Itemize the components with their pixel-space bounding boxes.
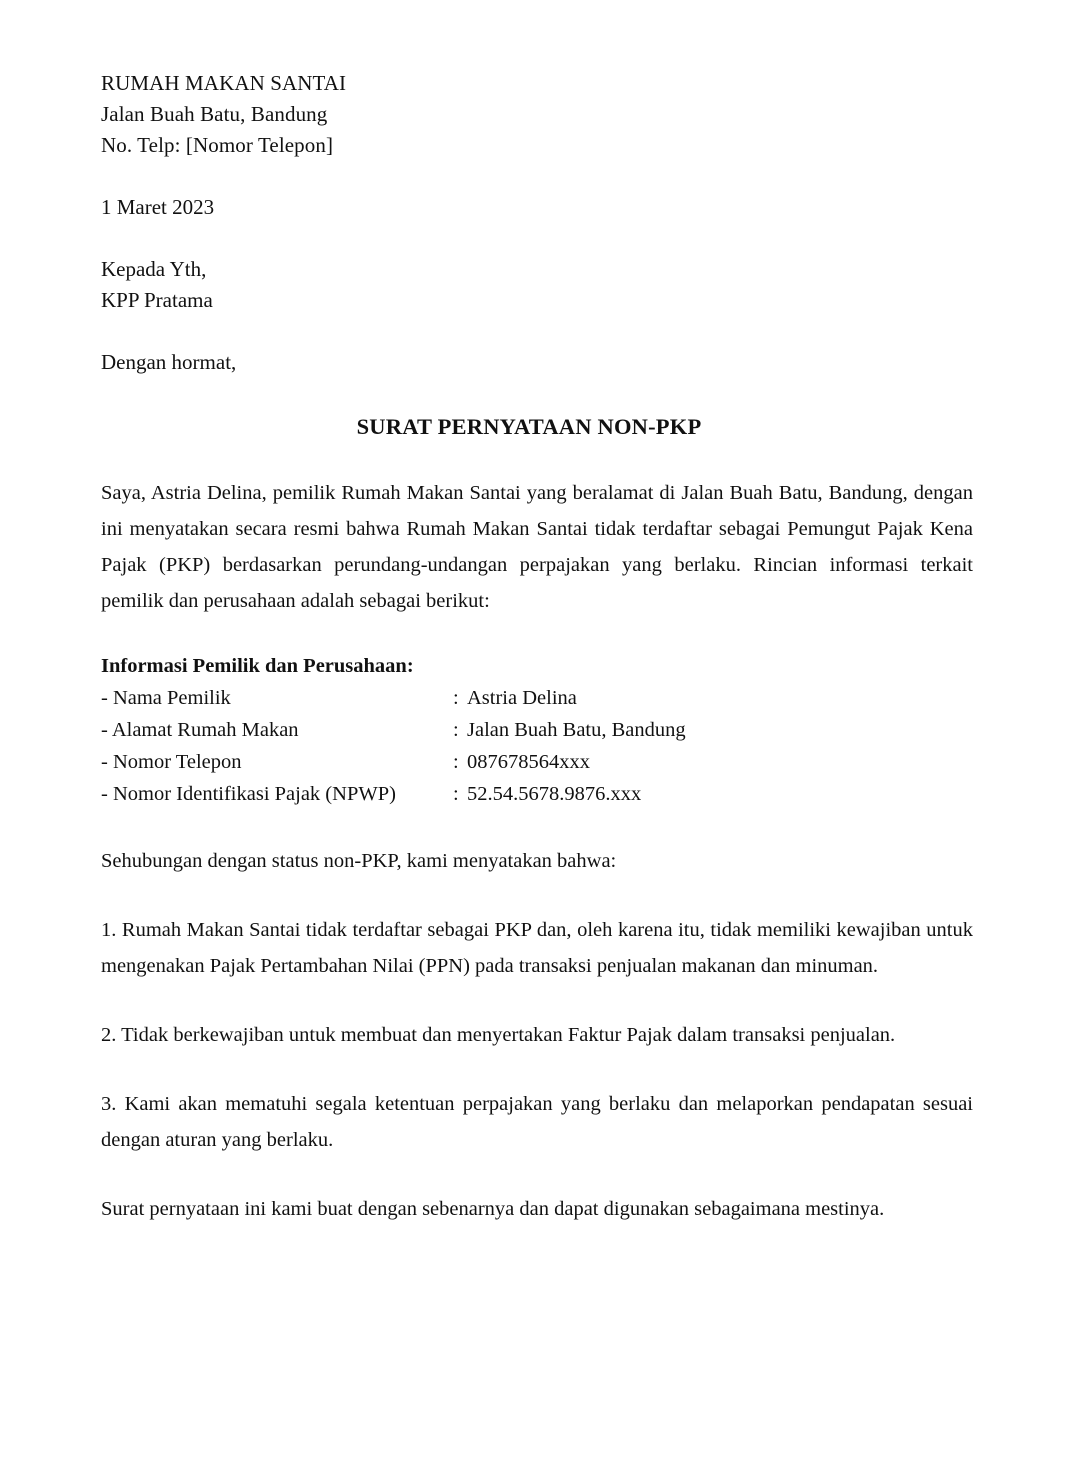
letterhead xyxy=(101,68,973,161)
spacer-after-title xyxy=(101,442,973,475)
info-value-text: 087678564xxx xyxy=(467,751,590,773)
letter-date: 1 Maret 2023 xyxy=(101,195,215,219)
statement-item-2: 2. Tidak berkewajiban untuk membuat dan menyertakan Faktur Pajak dalam transaksi penjualan. xyxy=(101,1024,896,1046)
table-row xyxy=(101,714,686,746)
info-label: - Alamat Rumah Makan xyxy=(101,719,299,741)
statement-item-1: 1. Rumah Makan Santai tidak terdaftar sebagai PKP dan, oleh karena itu, tidak memiliki kewajiban untuk mengenakan Pajak Pertambahan Nilai (PPN) pada transaksi penjualan makanan dan minuman. xyxy=(101,919,973,977)
info-value-text: Jalan Buah Batu, Bandung xyxy=(467,719,686,741)
info-separator: : xyxy=(453,751,459,773)
info-separator: : xyxy=(453,687,459,709)
company-phone: No. Telp: [Nomor Telepon] xyxy=(101,133,334,157)
spacer-before-closing xyxy=(101,1158,973,1191)
table-row xyxy=(101,746,686,778)
info-label: - Nama Pemilik xyxy=(101,687,231,709)
recipient-block xyxy=(101,254,973,316)
greeting-line: Dengan hormat, xyxy=(101,350,237,374)
spacer-after-recipient xyxy=(101,316,973,347)
statement-lead: Sehubungan dengan status non-PKP, kami menyatakan bahwa: xyxy=(101,850,617,872)
recipient-salutation: Kepada Yth, xyxy=(101,257,207,281)
table-row xyxy=(101,778,686,810)
company-name: RUMAH MAKAN SANTAI xyxy=(101,71,347,95)
recipient-office: KPP Pratama xyxy=(101,288,213,312)
spacer-before-statement-3 xyxy=(101,1053,973,1086)
info-value xyxy=(453,778,686,810)
spacer-before-title xyxy=(101,378,973,411)
info-section-heading: Informasi Pemilik dan Perusahaan: xyxy=(101,655,414,677)
page-title: SURAT PERNYATAAN NON-PKP xyxy=(356,414,702,439)
info-separator: : xyxy=(453,783,459,805)
statement-item-3: 3. Kami akan mematuhi segala ketentuan perpajakan yang berlaku dan melaporkan pendapatan sesuai dengan aturan yang berlaku. xyxy=(101,1093,973,1151)
info-label: - Nomor Identifikasi Pajak (NPWP) xyxy=(101,783,396,805)
document-content xyxy=(101,68,973,1227)
company-address: Jalan Buah Batu, Bandung xyxy=(101,102,328,126)
info-label: - Nomor Telepon xyxy=(101,751,242,773)
spacer-before-info xyxy=(101,619,973,650)
spacer-before-statement-2 xyxy=(101,984,973,1017)
table-row xyxy=(101,682,686,714)
closing-paragraph: Surat pernyataan ini kami buat dengan sebenarnya dan dapat digunakan sebagaimana mestinya. xyxy=(101,1198,885,1220)
info-value xyxy=(453,714,686,746)
info-value-text: 52.54.5678.9876.xxx xyxy=(467,783,642,805)
intro-paragraph: Saya, Astria Delina, pemilik Rumah Makan Santai yang beralamat di Jalan Buah Batu, Bandung, dengan ini menyatakan secara resmi bahwa Rumah Makan Santai tidak terdaftar sebagai Pemungut Pajak Kena Pajak (PKP) berdasarkan perundang-undangan perpajakan yang berlaku. Rincian informasi terkait pemilik dan perusahaan adalah sebagai berikut: xyxy=(101,482,973,612)
spacer-after-letterhead xyxy=(101,161,973,192)
info-value xyxy=(453,746,686,778)
owner-company-info-table xyxy=(101,682,686,810)
spacer-before-statement-lead xyxy=(101,810,973,843)
info-separator: : xyxy=(453,719,459,741)
info-value-text: Astria Delina xyxy=(467,687,577,709)
spacer-after-date xyxy=(101,223,973,254)
spacer-before-statement-1 xyxy=(101,879,973,912)
info-value xyxy=(453,682,686,714)
